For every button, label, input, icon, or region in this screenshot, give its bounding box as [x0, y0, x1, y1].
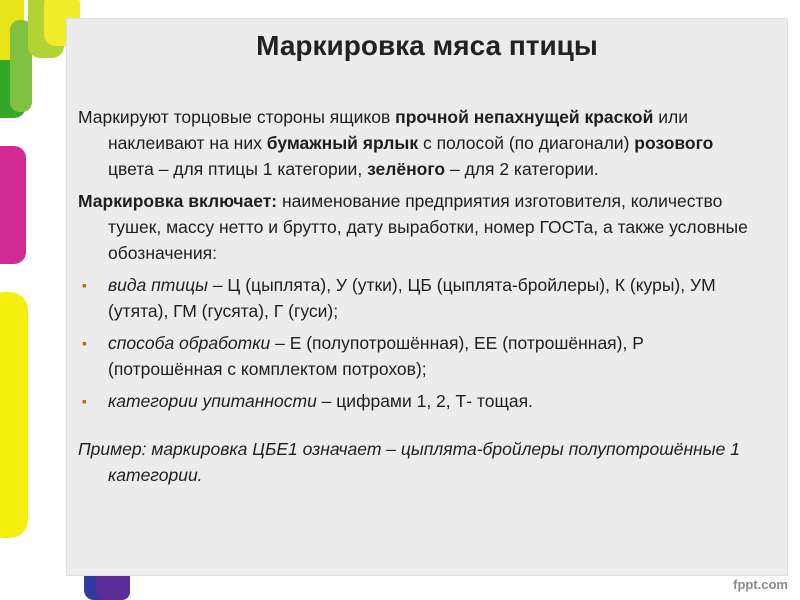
text: – Ц (цыплята), У (утки), ЦБ (цыплята-бройлеры), К (куры), УМ (утята), ГМ (гусята), Г (гуси);	[108, 275, 716, 321]
italic-text: категории упитанности	[108, 391, 317, 411]
text: с полосой (по диагонали)	[418, 133, 635, 153]
decor-block-yellow-low	[0, 292, 28, 538]
bullet-list	[78, 272, 758, 414]
text: или наклеивают на них	[108, 107, 688, 153]
bullet-icon: ▪	[82, 335, 87, 351]
slide-title: Маркировка мяса птицы	[256, 30, 598, 61]
decor-block-magenta	[0, 146, 26, 264]
text: наименование предприятия изготовителя, количество тушек, массу нетто и брутто, дату выработки, номер ГОСТа, а также условные обозначения:	[108, 191, 748, 263]
bullet-item	[78, 388, 758, 414]
bullet-item	[78, 330, 758, 382]
bullet-icon: ▪	[82, 277, 87, 293]
bold-text: Маркировка включает:	[78, 191, 278, 211]
brand-label: fppt.com	[733, 577, 788, 592]
bold-text: прочной непахнущей краской	[395, 107, 654, 127]
bullet-item	[78, 272, 758, 324]
text: – цифрами 1, 2, Т- тощая.	[316, 391, 533, 411]
bold-text: бумажный ярлык	[266, 133, 419, 153]
bold-text: зелёного	[367, 159, 446, 179]
text: – для 2 категории.	[445, 159, 599, 179]
italic-text: способа обработки	[108, 333, 271, 353]
bold-text: розового	[634, 133, 714, 153]
text: – Е (полупотрошённая), ЕЕ (потрошённая), Р (потрошённая с комплектом потрохов);	[108, 333, 644, 379]
text: цвета – для птицы 1 категории,	[108, 159, 368, 179]
text: Маркируют торцовые стороны ящиков	[78, 107, 396, 127]
slide-body	[78, 104, 758, 494]
paragraph-example: Пример: маркировка ЦБЕ1 означает – цыплята-бройлеры полупотрошённые 1 категории.	[78, 439, 740, 485]
italic-text: вида птицы	[108, 275, 208, 295]
paragraph-includes	[78, 188, 758, 266]
bullet-icon: ▪	[82, 393, 87, 409]
paragraph-marking	[78, 104, 758, 182]
